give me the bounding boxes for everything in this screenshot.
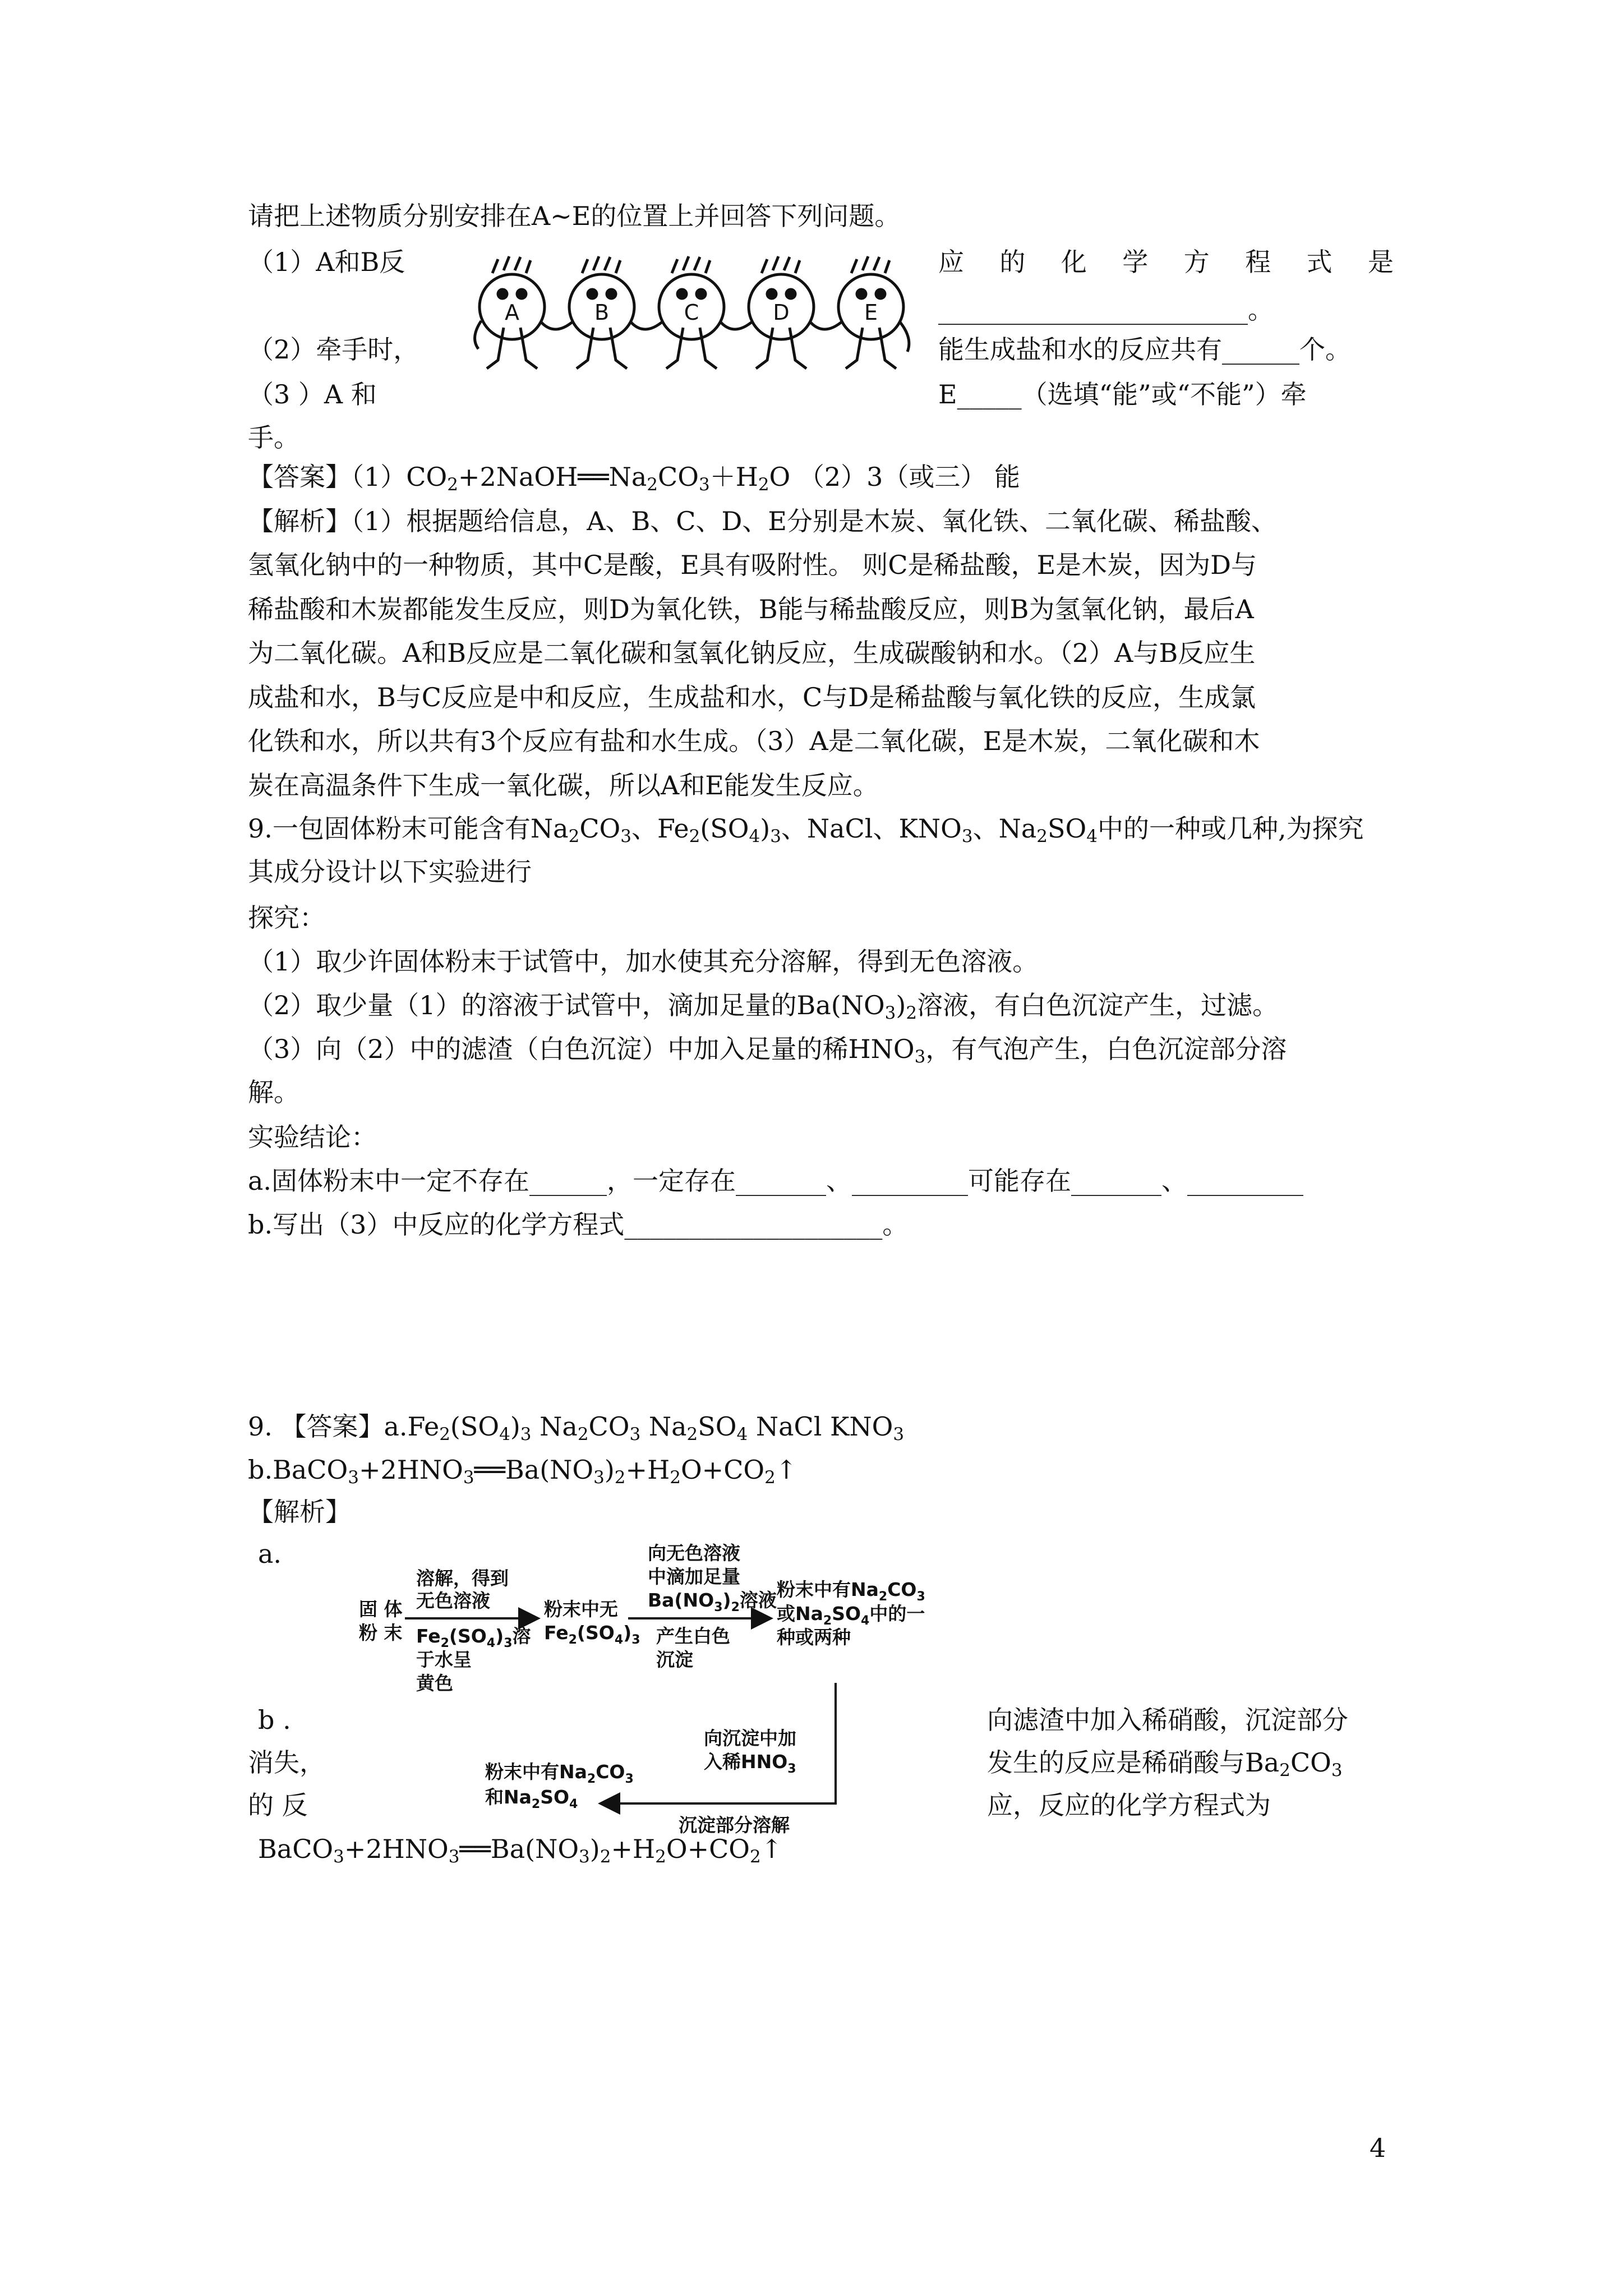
q9-stem-line-2: 其成分设计以下实验进行 bbox=[248, 857, 532, 887]
figure-label-c: C bbox=[684, 300, 699, 325]
q8-q2-right: 能生成盐和水的反应共有______个。 bbox=[938, 334, 1351, 365]
q9-explore: 探究： bbox=[248, 903, 325, 933]
q8-q3-tail: 手。 bbox=[248, 422, 299, 453]
flow-arrow1-below-3: 黄色 bbox=[416, 1672, 453, 1694]
q9-answer-b: $b.BaCO_3+2HNO_3══Ba(NO_3)_2+H_2O+CO_2↑$ bbox=[248, 1455, 797, 1488]
flow-arrow1-below-1: $Fe_2(SO_4)_3$溶 bbox=[416, 1625, 531, 1650]
q9-b-line3-left: 的 反 bbox=[248, 1790, 308, 1820]
figure-label-b: B bbox=[594, 300, 610, 325]
q9-answer-a: 9. 【答案】$a.Fe_2(SO_4)_3$ $Na_2CO_3$ $Na_2SO_4$ NaCl $KNO_3$ bbox=[248, 1411, 905, 1444]
q8-analysis-line-3: 稀盐酸和木炭都能发生反应，则D为氧化铁，B能与稀盐酸反应，则B为氢氧化钠，最后A bbox=[248, 594, 1254, 624]
q8-q1-blank: ________________________。 bbox=[938, 295, 1274, 325]
q8-intro: 请把上述物质分别安排在A~E的位置上并回答下列问题。 bbox=[248, 201, 901, 231]
q9-b-line1-right: 向滤渣中加入稀硝酸，沉淀部分 bbox=[987, 1705, 1348, 1735]
q8-q2-left: （2）牵手时， bbox=[248, 334, 419, 365]
q9-conclusion-b: b.写出（3）中反应的化学方程式____________________。 bbox=[248, 1209, 909, 1240]
q8-q3-left: （3 ）A 和 bbox=[248, 379, 377, 409]
q9-step-3: （3）向（2）中的滤渣（白色沉淀）中加入足量的稀$HNO_3$，有气泡产生，白色沉淀部分溶 bbox=[248, 1034, 1287, 1067]
q9-analysis-a: a. bbox=[258, 1539, 282, 1569]
flow-arrow2-below-1: 产生白色 bbox=[656, 1625, 730, 1647]
flow-box4-line1: 粉末中有$Na_2CO_3$ bbox=[485, 1761, 634, 1786]
flow-box2-line2: $Fe_2(SO_4)_3$ bbox=[544, 1622, 640, 1647]
q8-analysis-line-5: 成盐和水，B与C反应是中和反应，生成盐和水，C与D是稀盐酸与氧化铁的反应，生成氯 bbox=[248, 682, 1256, 712]
analysis-label: 【解析】 bbox=[248, 506, 351, 536]
q9-b-line2-left: 消失， bbox=[248, 1747, 325, 1778]
q9-step-3-tail: 解。 bbox=[248, 1077, 299, 1107]
flow-arrow2-above-3: $Ba(NO_3)_2$溶液 bbox=[648, 1589, 777, 1614]
flow-box4-line2: 和$Na_2SO_4$ bbox=[485, 1786, 578, 1811]
figure-label-a: A bbox=[505, 300, 519, 325]
flow-box2-line1: 粉末中无 bbox=[544, 1598, 618, 1620]
flow-box3-line2: 或$Na_2SO_4$中的一 bbox=[777, 1603, 925, 1628]
q9-b-line3-right: 应，反应的化学方程式为 bbox=[987, 1790, 1271, 1820]
flow-box1-line1: 固 体 bbox=[359, 1598, 403, 1620]
q9-step-2: （2）取少量（1）的溶液于试管中，滴加足量的$Ba(NO_3)_2$溶液，有白色沉淀产生，过滤。 bbox=[248, 990, 1279, 1023]
flow-arrow2-above-2: 中滴加足量 bbox=[648, 1566, 740, 1588]
flow-arrow3-above-1: 向沉淀中加 bbox=[704, 1727, 796, 1749]
flow-arrow2-below-2: 沉淀 bbox=[656, 1649, 693, 1671]
flow-box3-line1: 粉末中有$Na_2CO_3$ bbox=[777, 1579, 925, 1604]
q8-q3-right: E_____（选填“能”或“不能”）牵 bbox=[938, 379, 1307, 409]
flow-arrow2-above-1: 向无色溶液 bbox=[648, 1542, 740, 1564]
flow-arrow3-above-2: 入稀$HNO_3$ bbox=[704, 1751, 796, 1776]
q9-flowchart bbox=[353, 1537, 981, 1851]
figure-label-d: D bbox=[773, 300, 790, 325]
q8-analysis-line-6: 化铁和水，所以共有3个反应有盐和水生成。（3）A是二氧化碳，E是木炭，二氧化碳和木 bbox=[248, 726, 1260, 756]
q8-q1-left: （1）A和B反 bbox=[248, 247, 405, 277]
q9-conclusion-a: a.固体粉末中一定不存在______，一定存在_______、_________可能存在_______、_________ bbox=[248, 1166, 1304, 1196]
figure-label-e: E bbox=[864, 300, 878, 325]
q9-b-line2-right: 发生的反应是稀硝酸与$Ba_2CO_3$ bbox=[987, 1747, 1343, 1780]
hand-holding-figures-illustration bbox=[470, 254, 919, 388]
q9-final-equation: $BaCO_3+2HNO_3══Ba(NO_3)_2+H_2O+CO_2↑$ bbox=[258, 1834, 783, 1867]
q8-analysis-line-7: 炭在高温条件下生成一氧化碳，所以A和E能发生反应。 bbox=[248, 770, 879, 800]
flow-arrow1-above-2: 无色溶液 bbox=[416, 1590, 490, 1612]
q9-step-1: （1）取少许固体粉末于试管中，加水使其充分溶解，得到无色溶液。 bbox=[248, 946, 1039, 977]
q9-analysis-label: 【解析】 bbox=[248, 1497, 351, 1527]
q9-b-label: b . bbox=[258, 1705, 291, 1735]
page-number: 4 bbox=[1370, 2133, 1386, 2163]
flow-arrow1-above-1: 溶解，得到 bbox=[416, 1567, 509, 1589]
q8-q1-right: 应 的 化 学 方 程 式 是 bbox=[938, 247, 1394, 277]
q8-analysis-line-1: 【解析】（1）根据题给信息，A、B、C、D、E分别是木炭、氧化铁、二氧化碳、稀盐酸、 bbox=[248, 506, 1277, 536]
flow-box1-line2: 粉 末 bbox=[359, 1622, 403, 1644]
q8-analysis-line-4: 为二氧化碳。A和B反应是二氧化碳和氢氧化钠反应，生成碳酸钠和水。（2）A与B反应生 bbox=[248, 638, 1256, 668]
q8-answer: 【答案】$(1)CO_2+2NaOH══Na_2CO_3+H_2O$ （2）3（或三） 能 bbox=[248, 462, 1021, 495]
flow-box3-line3: 种或两种 bbox=[777, 1626, 851, 1648]
q9-conclusion-label: 实验结论： bbox=[248, 1122, 377, 1152]
q8-analysis-line-2: 氢氧化钠中的一种物质，其中C是酸，E具有吸附性。 则C是稀盐酸，E是木炭，因为D与 bbox=[248, 550, 1257, 580]
answer-label: 【答案】 bbox=[248, 462, 351, 492]
flow-arrow3-below: 沉淀部分溶解 bbox=[679, 1814, 790, 1836]
flow-arrow1-below-2: 于水呈 bbox=[416, 1649, 472, 1671]
q9-stem-line-1: 9.一包固体粉末可能含有$Na_2CO_3$、$Fe_2(SO_4)_3$、NaCl、$KNO_3$、$Na_2SO_4$中的一种或几种,为探究 bbox=[248, 813, 1364, 846]
